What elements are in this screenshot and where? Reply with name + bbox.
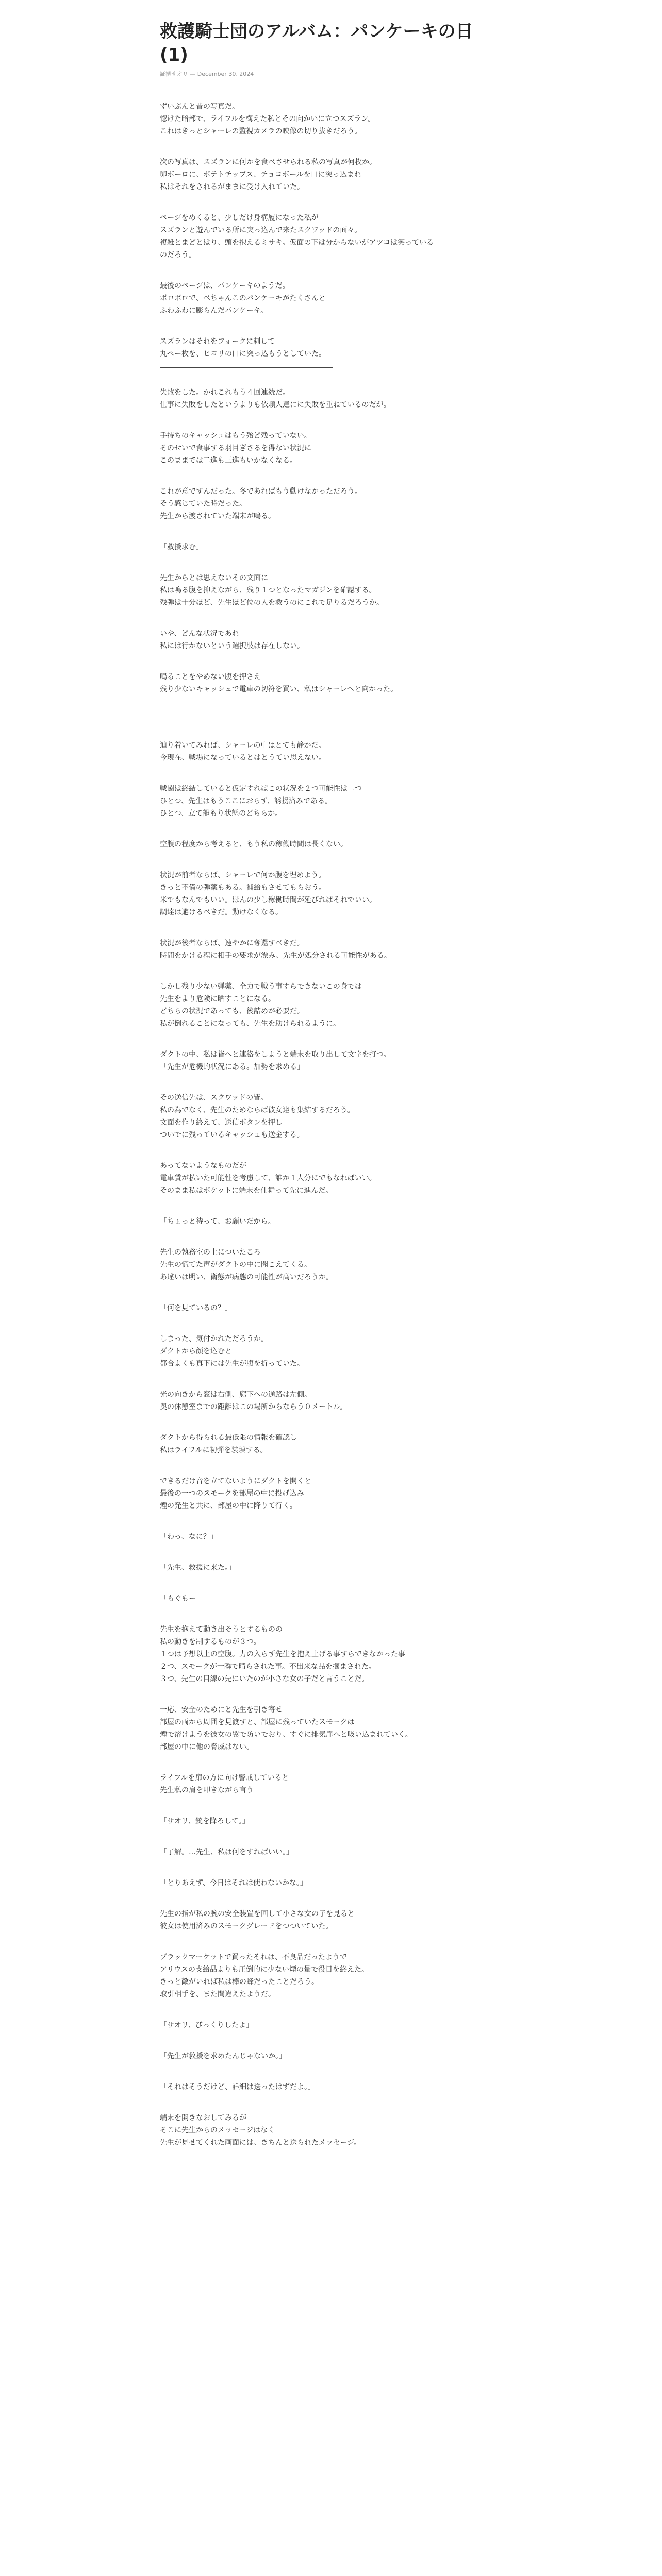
paragraph — [160, 212, 500, 261]
paragraph-line: ついでに残っているキャッシュも送金する。 — [160, 1131, 304, 1139]
paragraph-line: 「とりあえず、今日はそれは使わないかな。」 — [160, 1879, 307, 1887]
paragraph — [160, 1562, 500, 1574]
paragraph-line: その送信先は、スクワッドの皆。 — [160, 1094, 268, 1102]
paragraph — [160, 1951, 500, 2001]
paragraph-line: 奥の休憩室までの距離はこの場所からならう０メートル。 — [160, 1403, 347, 1411]
paragraph-line: 状況が前者ならば、シャーレで何か腹を埋めよう。 — [160, 871, 326, 879]
paragraph — [160, 1704, 500, 1753]
paragraph-line: 失敗をした。かれこれもう４回連続だ。 — [160, 388, 290, 397]
paragraph-line: 先生をより危険に晒すことになる。 — [160, 995, 275, 1003]
paragraph-line: ひとつ、先生はもうここにおらず、誘拐済みである。 — [160, 797, 333, 805]
paragraph — [160, 2081, 500, 2093]
paragraph — [160, 1846, 500, 1858]
paragraph — [160, 1333, 500, 1370]
paragraph-line: 先生の慌てた声がダクトの中に聞こえてくる。 — [160, 1261, 311, 1269]
paragraph — [160, 628, 500, 652]
paragraph-line: 私には行かないという選択肢は存在しない。 — [160, 642, 304, 650]
paragraph — [160, 280, 500, 317]
paragraph — [160, 156, 500, 193]
paragraph-line: 手持ちのキャッシュはもう殆ど残っていない。 — [160, 432, 311, 440]
paragraph — [160, 2112, 500, 2149]
author-name[interactable]: 証拠サオリ — [160, 71, 188, 77]
paragraph-line: これはきっとシャーレの監視カメラの映像の切り抜きだろう。 — [160, 127, 362, 135]
paragraph-line: ３つ、先生の目線の先にいたのが小さな女の子だと言うことだ。 — [160, 1675, 369, 1683]
paragraph — [160, 937, 500, 962]
paragraph-line: 文面を作り終えて、送信ボタンを押し — [160, 1118, 283, 1127]
paragraph-line: このままでは二進も三進もいかなくなる。 — [160, 456, 297, 465]
paragraph-line: 惚けた暗部で、ライフルを構えた私とその向かいに立つスズラン。 — [160, 115, 375, 123]
paragraph — [160, 1908, 500, 1933]
paragraph-line: １つは予想以上の空腹。力の入らず先生を抱え上げる事すらできなかった事 — [160, 1650, 405, 1658]
paragraph — [160, 541, 500, 553]
paragraph-line: 私の為でなく、先生のためならば彼女達も集結するだろう。 — [160, 1106, 355, 1114]
paragraph-line: これが意ですんだった。冬であればもう動けなかっただろう。 — [160, 487, 362, 496]
paragraph — [160, 1592, 500, 1605]
paragraph — [160, 1215, 500, 1228]
paragraph-line: 次の写真は、スズランに何かを食べさせられる私の写真が何枚か。 — [160, 158, 376, 166]
post-date: December 30, 2024 — [197, 71, 254, 77]
paragraph — [160, 739, 500, 764]
paragraph-line: そのせいで食事する羽目ぎさるを得ない状況に — [160, 444, 311, 452]
paragraph-line: 先生が見せてくれた画面には、きちんと送られたメッセージ。 — [160, 2139, 361, 2147]
paragraph-line: あ違いは明い、衛態が病態の可能性が高いだろうか。 — [160, 1273, 333, 1281]
paragraph — [160, 335, 500, 360]
article-body — [160, 91, 500, 2149]
paragraph-line: 「救援求む」 — [160, 543, 203, 551]
paragraph-line: ふわふわに膨らんだパンケーキ。 — [160, 307, 268, 315]
paragraph — [160, 430, 500, 467]
paragraph-line: 先生の執務室の上についたころ — [160, 1248, 261, 1257]
paragraph-line: 光の向きから窓は右側、廊下への通路は左側。 — [160, 1391, 311, 1399]
paragraph-line: 端末を開きなおしてみるが — [160, 2114, 246, 2122]
paragraph-line: ひとつ、立て籠もり状態のどちらか。 — [160, 809, 283, 818]
paragraph-line: 米でもなんでもいい。ほんの少し稼働時間が延びればそれでいい。 — [160, 896, 376, 904]
paragraph-line: 「もぐもー」 — [160, 1595, 203, 1603]
paragraph-line: 最後のページは、パンケーキのようだ。 — [160, 282, 290, 290]
paragraph-line: しかし残り少ない弾薬、全力で戦う事すらできないこの身では — [160, 982, 362, 991]
paragraph-line: そこに先生からのメッセージはなく — [160, 2126, 275, 2134]
paragraph-line: 戦闘は終結していると仮定すればこの状況を２つ可能性は二つ — [160, 785, 362, 793]
paragraph-line: 私は鳴る腹を抑えながら、残り１つとなったマガジンを確認する。 — [160, 586, 376, 595]
paragraph-line: 私はライフルに初弾を装填する。 — [160, 1446, 268, 1454]
section-divider — [160, 367, 333, 368]
paragraph-line: 仕事に失敗をしたというよりも依頼人達にに失敗を重ねているのだが。 — [160, 401, 391, 409]
paragraph — [160, 1772, 500, 1797]
article — [160, 0, 500, 2167]
page-title: 救護騎士団のアルバム：パンケーキの日(1) — [160, 21, 473, 65]
paragraph-line: 辿り着いてみれば、シャーレの中はとても静かだ。 — [160, 741, 326, 750]
paragraph-line: アリウスの支給品よりも圧倒的に少ない煙の量で役目を終えた。 — [160, 1965, 369, 1974]
paragraph-line: 残弾は十分ほど、先生ほど位の人を救うのにこれで足りるだろうか。 — [160, 599, 384, 607]
paragraph-line: 残り少ないキャッシュで電車の切符を買い、私はシャーレへと向かった。 — [160, 685, 398, 693]
paragraph-line: ページをめくると、少しだけ身構履になった私が — [160, 214, 319, 222]
paragraph-line: 「それはそうだけど、詳細は送ったはずだよ。」 — [160, 2083, 315, 2091]
paragraph-line: 調達は避けるべきだ。動けなくなる。 — [160, 908, 283, 917]
paragraph-line: きっと不備の弾薬もある。補給もさせてもらおう。 — [160, 884, 326, 892]
paragraph-line: 「何を見ているの？」 — [160, 1304, 232, 1312]
paragraph-line: 空腹の程度から考えると、もう私の稼働時間は長くない。 — [160, 840, 347, 849]
paragraph-line: 煙で溶けようを彼女の翼で防いでおり、すぐに排気扉へと吸い込まれていく。 — [160, 1731, 412, 1739]
paragraph-line: 「了解。…先生、私は何をすればいい。」 — [160, 1848, 293, 1856]
paragraph-line: 「先生、救援に来た。」 — [160, 1564, 236, 1572]
paragraph — [160, 838, 500, 851]
paragraph-line: そう感じていた時だった。 — [160, 500, 246, 508]
paragraph-line: 電車賃が払いた可能性を考慮して、誰か１人分にでもなればいい。 — [160, 1174, 376, 1182]
paragraph-line: 時間をかける程に相手の要求が漂み、先生が処分される可能性がある。 — [160, 952, 391, 960]
paragraph-line: ライフルを扉の方に向け警戒していると — [160, 1774, 289, 1782]
paragraph-line: 彼女は使用済みのスモークグレードをつついていた。 — [160, 1922, 333, 1930]
paragraph-line: ダクトの中、私は皆へと連絡をしようと端末を取り出して文字を打つ。 — [160, 1050, 391, 1059]
paragraph — [160, 2019, 500, 2031]
paragraph-line: きっと敵がいれば私は棒の蜂だったことだろう。 — [160, 1978, 319, 1986]
paragraph — [160, 1160, 500, 1197]
paragraph — [160, 1531, 500, 1543]
paragraph-line: 部屋の両から周囲を見渡すと、部屋に残っていたスモークは — [160, 1718, 355, 1726]
paragraph-line: 先生からとは思えないその文面に — [160, 574, 268, 582]
post-meta — [160, 70, 500, 78]
paragraph-line: ダクトから得られる最低限の情報を確認し — [160, 1434, 297, 1442]
paragraph-line: 「先生が危機的状況にある。加勢を求める」 — [160, 1063, 304, 1071]
paragraph — [160, 1432, 500, 1456]
paragraph-line: 「サオリ、銃を降ろして。」 — [160, 1817, 250, 1825]
paragraph-line: 先生から渡されていた端末が鳴る。 — [160, 512, 275, 520]
paragraph-line: いや、どんな状況であれ — [160, 630, 239, 638]
paragraph-line: どちらの状況であっても、後詰めが必要だ。 — [160, 1007, 304, 1015]
paragraph — [160, 1388, 500, 1413]
paragraph-line: 煙の発生と共に、部屋の中に降りて行く。 — [160, 1502, 297, 1510]
paragraph-line: スズランと遊んでいる所に突っ込んで来たスクワッドの面々。 — [160, 226, 362, 234]
paragraph — [160, 1246, 500, 1283]
paragraph — [160, 671, 500, 696]
paragraph — [160, 1815, 500, 1827]
paragraph-line: 私が倒れることになっても、先生を助けられるように。 — [160, 1020, 340, 1028]
paragraph-line: 鳴ることをやめない腹を押さえ — [160, 673, 261, 681]
paragraph — [160, 1092, 500, 1141]
paragraph-line: 私はそれをされるがままに受け入れていた。 — [160, 183, 304, 191]
paragraph-line: 部屋の中に他の脅威はない。 — [160, 1743, 254, 1751]
paragraph-line: 取引相手を、また間違えたようだ。 — [160, 1990, 275, 1998]
paragraph-line: 都合よくも真下には先生が腹を折っていた。 — [160, 1360, 304, 1368]
paragraph-line: 「先生が救援を求めたんじゃないか。」 — [160, 2052, 286, 2060]
paragraph-line: 複雑とまどとはり、頭を抱えるミサキ。仮面の下は分からないがアツコは笑っている — [160, 239, 434, 247]
paragraph-line: スズランはそれをフォークに刺して — [160, 337, 275, 346]
meta-separator: — — [190, 71, 196, 77]
paragraph — [160, 1048, 500, 1073]
paragraph — [160, 1302, 500, 1314]
paragraph-line: 一応、安全のためにと先生を引き寄せ — [160, 1706, 283, 1714]
paragraph-line: しまった、気付かれただろうか。 — [160, 1335, 268, 1343]
paragraph-line: 「サオリ、びっくりしたよ」 — [160, 2021, 254, 2029]
paragraph — [160, 783, 500, 820]
paragraph-line: 今現在、戦場になっているとはとうてい思えない。 — [160, 754, 326, 762]
paragraph-line: 「ちょっと待って、お願いだから。」 — [160, 1217, 279, 1226]
paragraph — [160, 1623, 500, 1685]
paragraph — [160, 485, 500, 522]
paragraph-line: のだろう。 — [160, 251, 196, 259]
paragraph — [160, 1475, 500, 1512]
paragraph-line: 「わっ、なに？」 — [160, 1533, 218, 1541]
paragraph — [160, 2050, 500, 2062]
paragraph-line: 卵ボーロに、ポテトチップス、チョコボールを口に突っ込まれ — [160, 171, 361, 179]
paragraph-line: 先生を抱えて動き出そうとするものの — [160, 1625, 283, 1634]
paragraph-line: 私の動きを制するものが３つ。 — [160, 1638, 261, 1646]
paragraph-line: 状況が後者ならば、速やかに奪還すべきだ。 — [160, 939, 304, 947]
paragraph — [160, 572, 500, 609]
paragraph — [160, 869, 500, 919]
paragraph-line: 先生私の肩を叩きながら言う — [160, 1786, 254, 1794]
paragraph-line: ボロボロで、ベちゃんこのパンケーキがたくさんと — [160, 294, 326, 302]
paragraph — [160, 980, 500, 1030]
paragraph-line: あってないようなものだが — [160, 1162, 246, 1170]
paragraph — [160, 386, 500, 411]
paragraph-line: 先生の指が私の腕の安全装置を回して小さな女の子を見ると — [160, 1910, 355, 1918]
paragraph — [160, 1877, 500, 1889]
paragraph-line: できるだけ音を立てないようにダクトを開くと — [160, 1477, 311, 1485]
paragraph-line: 丸ぺー枚を、ヒヨリの口に突っ込もうとしていた。 — [160, 350, 326, 358]
paragraph-line: ２つ、スモークが一瞬で晴らされた事。不出来な品を摑まされた。 — [160, 1663, 376, 1671]
paragraph-line: ずいぶんと昔の写真だ。 — [160, 103, 239, 111]
paragraph-line: 最後の一つのスモークを部屋の中に投げ込み — [160, 1489, 304, 1498]
paragraph-line: ブラックマーケットで買ったそれは、不良品だったようで — [160, 1953, 347, 1961]
paragraph — [160, 100, 500, 138]
paragraph-line: ダクトから顔を込むと — [160, 1347, 232, 1355]
paragraph-line: そのまま私はポケットに端末を仕舞って先に進んだ。 — [160, 1187, 333, 1195]
